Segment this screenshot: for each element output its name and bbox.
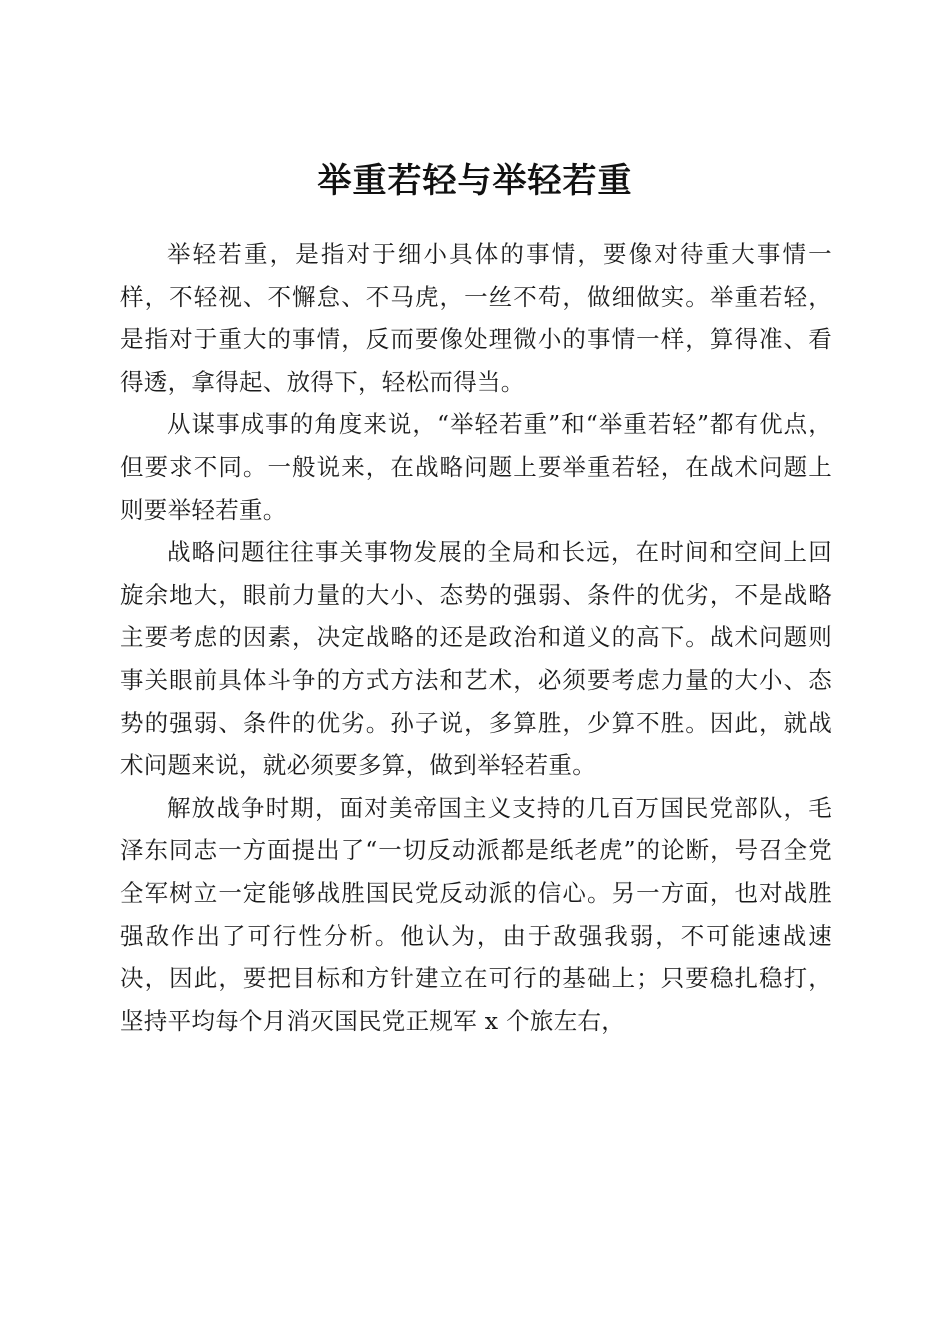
paragraph-2: 从谋事成事的角度来说，“举轻若重”和“举重若轻”都有优点，但要求不同。一般说来，在战略问题上要举重若轻，在战术问题上则要举轻若重。 bbox=[120, 410, 832, 524]
document-body bbox=[120, 233, 832, 1042]
document-title: 举重若轻与举轻若重 bbox=[317, 160, 633, 201]
paragraph-3: 战略问题往往事关事物发展的全局和长远，在时间和空间上回旋余地大，眼前力量的大小、态势的强弱、条件的优劣，不是战略主要考虑的因素，决定战略的还是政治和道义的高下。战术问题则事关眼前具体斗争的方式方法和艺术，必须要考虑力量的大小、态势的强弱、条件的优劣。孙子说，多算胜，少算不胜。因此，就战术问题来说，就必须要多算，做到举轻若重。 bbox=[120, 538, 832, 780]
paragraph-1: 举轻若重，是指对于细小具体的事情，要像对待重大事情一样，不轻视、不懈怠、不马虎，一丝不苟，做细做实。举重若轻，是指对于重大的事情，反而要像处理微小的事情一样，算得准、看得透，拿得起、放得下，轻松而得当。 bbox=[120, 240, 832, 396]
paragraph-4: 解放战争时期，面对美帝国主义支持的几百万国民党部队，毛泽东同志一方面提出了“一切反动派都是纸老虎”的论断，号召全党全军树立一定能够战胜国民党反动派的信心。另一方面，也对战胜强敌作出了可行性分析。他认为，由于敌强我弱，不可能速战速决，因此，要把目标和方针建立在可行的基础上；只要稳扎稳打，坚持平均每个月消灭国民党正规军 x 个旅左右， bbox=[120, 793, 832, 1035]
